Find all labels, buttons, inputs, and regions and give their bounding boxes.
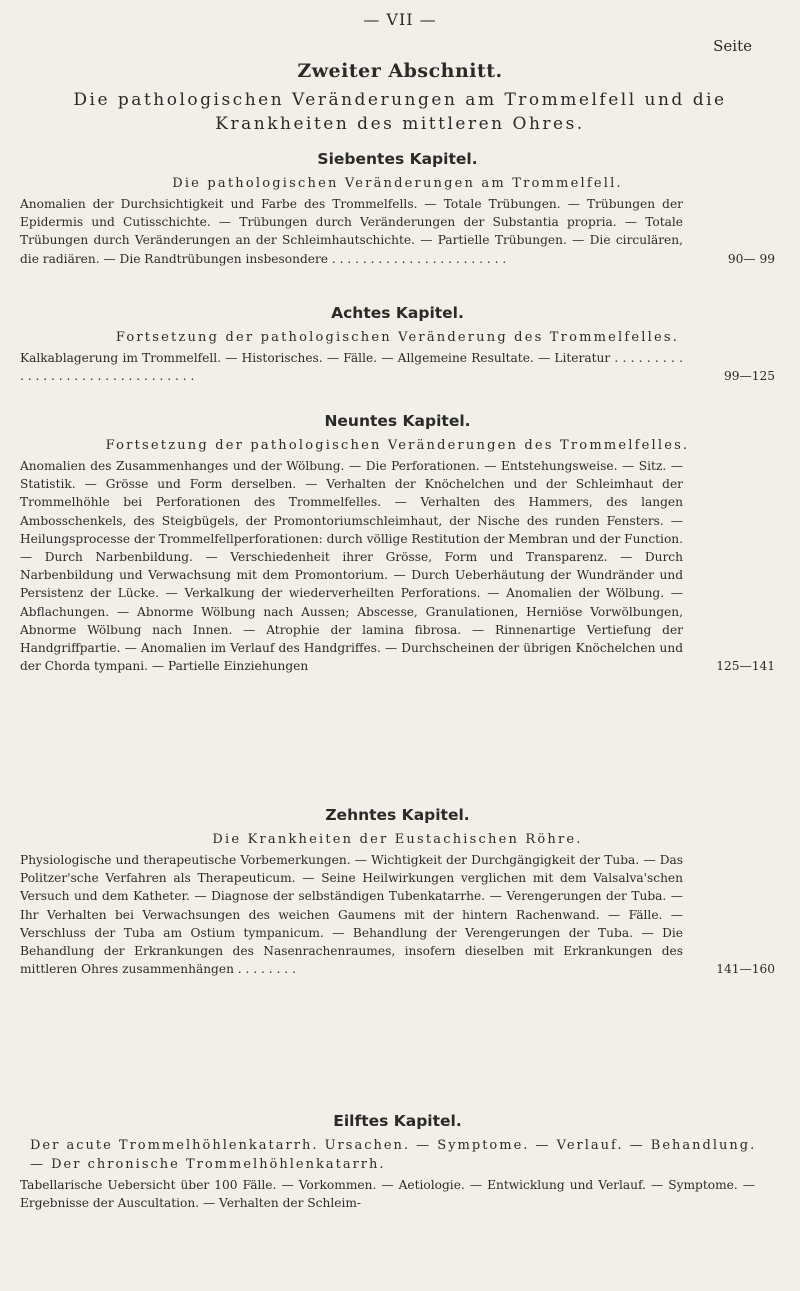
chapter-summary: Anomalien der Durchsichtigkeit und Farbe des Trommelfells. — Totale Trübungen. — Trübungen der Epidermis und Cutisschichte. — Trübungen durch Veränderungen der Substantia propria. — Totale Trübungen durch Veränderungen an der Schleimhautschichte. — Partielle Trübungen. — Die circulären, die radiären. — Die Randtrübungen insbesondere . . . . . . . . . . . . . . . . . . . . . . . — [20, 197, 683, 266]
chapter-summary: Tabellarische Uebersicht über 100 Fälle. — Vorkommen. — Aetiologie. — Entwicklung und Verlauf. — Symptome. — Ergebnisse der Auscultation. — Verhalten der Schleim- — [20, 1178, 755, 1211]
chapter-title: Neuntes Kapitel. — [324, 412, 471, 430]
chapter-contents — [20, 349, 775, 385]
chapter-heading: Fortsetzung der pathologischen Veränderungen des Trommelfelles. — [105, 438, 690, 453]
chapter-heading: Die Krankheiten der Eustachischen Röhre. — [212, 832, 583, 847]
page-column-label: Seite — [713, 37, 752, 55]
chapter-title: Achtes Kapitel. — [331, 304, 464, 322]
chapter-10 — [20, 806, 775, 978]
chapter-11 — [20, 1112, 775, 1212]
chapter-summary: Kalkablagerung im Trommelfell. — Historisches. — Fälle. — Allgemeine Resultate. — Literatur . . . . . . . . . . . . . . . . . . . . . . . . . . . . . . . . — [20, 351, 683, 384]
chapter-title: Zehntes Kapitel. — [325, 806, 470, 824]
chapter-8 — [20, 304, 775, 385]
page-range: 125—141 — [716, 659, 775, 674]
page-range: 141—160 — [716, 962, 775, 977]
chapter-contents — [20, 1176, 775, 1212]
page-range: 90— 99 — [727, 251, 775, 266]
chapter-9 — [20, 412, 775, 675]
chapter-contents — [20, 457, 775, 675]
chapter-7 — [20, 150, 775, 268]
chapter-title: Siebentes Kapitel. — [317, 150, 478, 168]
chapter-contents — [20, 851, 775, 978]
chapter-summary: Anomalien des Zusammenhanges und der Wölbung. — Die Perforationen. — Entstehungsweise. — Sitz. — Statistik. — Grösse und Form derselben. — Verhalten der Knöchelchen und der Schleimhaut der Trommelhöhle bei Perforationen des Trommelfelles. — Verhalten des Hammers, des langen Ambosschenkels, des Steigbügels, der Promontoriumschleimhaut, der Nische des runden Fensters. — Heilungsprocesse der Trommelfellperforationen: durch völlige Restitution der Membran und der Function. — Durch Narbenbildung. — Verschiedenheit ihrer Grösse, Form und Transparenz. — Durch Narbenbildung und Verwachsung mit dem Promontorium. — Durch Ueberhäutung der Wundränder und Persistenz der Lücke. — Verkalkung der wiederverheilten Perforations. — Anomalien der Wölbung. — Abflachungen. — Abnorme Wölbung nach Aussen; Abscesse, Granulationen, Herniöse Vorwölbungen, Abnorme Wölbung nach Innen. — Atrophie der lamina fibrosa. — Rinnenartige Vertiefung der Handgriffpartie. — Anomalien im Verlauf des Handgriffes. — Durchscheinen der übrigen Knöchelchen und der Chorda tympani. — Partielle Einziehungen — [20, 459, 683, 674]
page-range: 99—125 — [724, 369, 775, 384]
chapter-contents — [20, 195, 775, 268]
chapter-heading: Die pathologischen Veränderungen am Trommelfell. — [172, 176, 623, 191]
chapter-summary: Physiologische und therapeutische Vorbemerkungen. — Wichtigkeit der Durchgängigkeit der Tuba. — Das Politzer'sche Verfahren als Therapeuticum. — Seine Heilwirkungen verglichen mit dem Valsalva'schen Versuch und dem Katheter. — Diagnose der selbständigen Tubenkatarrhe. — Verengerungen der Tuba. — Ihr Verhalten bei Verwachsungen des weichen Gaumens mit der hintern Rachenwand. — Fälle. — Verschluss der Tuba am Ostium tympanicum. — Behandlung der Verengerungen der Tuba. — Die Behandlung der Erkrankungen des Nasenrachenraumes, insofern dieselben mit Erkrankungen des mittleren Ohres zusammenhängen . . . . . . . . — [20, 853, 683, 977]
section-subtitle: Die pathologischen Veränderungen am Trommelfell und die Krankheiten des mittleren Ohres. — [73, 90, 727, 134]
page-number: — VII — — [363, 10, 437, 29]
section-title: Zweiter Abschnitt. — [297, 60, 503, 82]
chapter-heading: Fortsetzung der pathologischen Veränderung des Trommelfelles. — [115, 330, 680, 345]
chapter-title: Eilftes Kapitel. — [333, 1112, 462, 1130]
chapter-heading: Der acute Trommelhöhlenkatarrh. Ursachen. — Symptome. — Verlauf. — Behandlung. — Der chronische Trommelhöhlenkatarrh. — [30, 1138, 757, 1172]
